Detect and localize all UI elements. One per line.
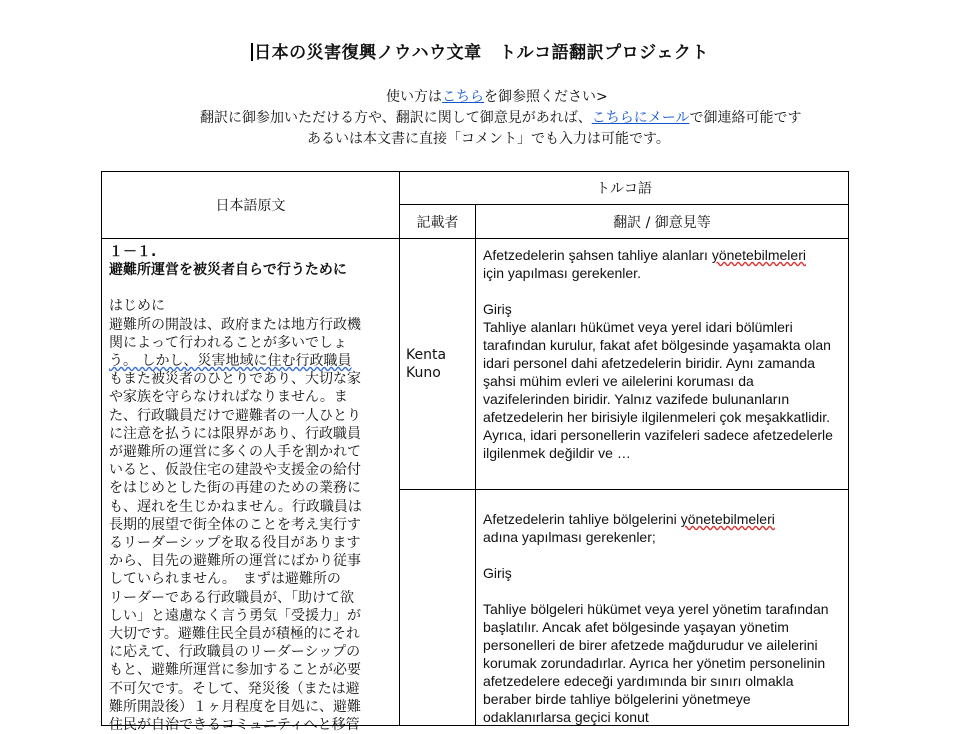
source-line: しい」と遠慮なく言う勇気「受援力」が (109, 607, 361, 624)
source-text-cell[interactable] (102, 239, 400, 734)
info-text: 使い方は (386, 89, 442, 105)
translation-cell[interactable] (476, 490, 849, 726)
source-line (109, 352, 393, 370)
title-text: 日本の災害復興ノウハウ文章 トルコ語翻訳プロジェクト (254, 43, 709, 63)
info-text: で御連絡可能です (689, 110, 802, 126)
source-heading-title: 避難所運営を被災者自らで行うために (109, 262, 347, 279)
spellcheck-mark: う。 しかし、災害地域に住む行政職員 (109, 353, 352, 370)
header-source: 日本語原文 (102, 172, 400, 239)
header-turkish: トルコ語 (400, 172, 849, 205)
source-line: 長期的展望で街全体のことを考え実行す (109, 516, 361, 533)
source-line: 住民が自治できるコミュニティへと移管 (109, 717, 360, 734)
source-line: た、行政職員だけで避難者の一人ひとり (109, 407, 361, 424)
text-cursor (251, 43, 253, 61)
translation-body: Tahliye bölgeleri hükümet veya yerel yönetim tarafından başlatılır. Ancak afet bölgesinde yaşayan yönetim personelleri de birer afetzede mağdurudur ve ailelerini korumak zorundadırlar. Ayrıca her yönetim personelinin afetzedelere edeceği yardımında bir sınırı olmakla beraber birde tahliye bölgelerini yönetmeye odaklanırlarsa geçici konut (483, 601, 829, 726)
info-text: 翻訳に御参加いただける方や、翻訳に関して御意見があれば、 (200, 110, 592, 126)
translation-title: Afetzedelerin şahsen tahliye alanları yönetebilmeleri için yapılması gerekenler. (483, 247, 806, 281)
translation-intro: Giriş (483, 565, 512, 582)
source-line: が避難所の運営に多くの人手を割かれて (109, 444, 361, 461)
translation-table (101, 171, 849, 734)
translation-cell[interactable] (476, 239, 849, 490)
info-line-contact (200, 108, 801, 129)
source-line: 避難所の開設は、政府または地方行政機 (109, 316, 361, 333)
page-title (0, 38, 960, 63)
author-name: Kenta Kuno (406, 347, 447, 382)
source-line: リーダーである行政職員が、「助けて欲 (109, 589, 354, 606)
translation-intro: Giriş (483, 301, 512, 317)
source-line: に注意を払うには限界があり、行政職員 (109, 425, 361, 442)
source-line: や家族を守らなければなりません。ま (109, 389, 348, 406)
source-line: から、目先の避難所の運営にばかり従事 (109, 553, 361, 570)
info-line-usage (386, 87, 608, 108)
source-line: いると、仮設住宅の建設や支援金の給付 (109, 462, 361, 479)
header-translation: 翻訳 / 御意見等 (476, 205, 849, 239)
header-author: 記載者 (400, 205, 476, 239)
source-line: もと、避難所運営に参加することが必要 (109, 662, 361, 679)
source-line: していられません。 まずは避難所の (109, 571, 341, 588)
usage-link[interactable]: こちら (442, 89, 484, 105)
translation-body: Tahliye alanları hükümet veya yerel idari bölümleri tarafından kurulur, fakat afet bölgesinde yaşamakta olan idari personel dahi afetzedelerin biridir. Aynı zamanda şahsi mühim evleri ve ailelerini koruması da vazifelerinden biridir. Yalnız vazifede bulunanların afetzedelerin her birisiyle ilgilenmeleri çok meşakkatlidir. Ayrıca, idari personellerin vazifeleri sadece afetzedelerle ilgilenmek değildir ve … (483, 319, 833, 461)
spellcheck-mark: yönetebilmeleri (711, 247, 806, 263)
author-cell[interactable] (400, 490, 476, 726)
source-line: もまた被災者のひとりであり、大切な家 (109, 371, 361, 388)
info-line-comment: あるいは本文書に直接「コメント」でも入力は可能です。 (307, 131, 670, 147)
source-line: 難所開設後）１ヶ月程度を目処に、避難 (109, 698, 361, 715)
source-line: に応えて、行政職員のリーダーシップの (109, 644, 361, 661)
source-line: 大切です。避難住民全員が積極的にそれ (109, 626, 360, 643)
email-link[interactable]: こちらにメール (591, 110, 690, 126)
source-intro-label: はじめに (109, 298, 165, 315)
info-text: を御参照ください> (484, 89, 608, 105)
source-line: るリーダーシップを取る役目があります (109, 535, 361, 552)
source-line: も、遅れを生じかねません。行政職員は (109, 498, 362, 515)
source-line: をはじめとした街の再建のための業務に (109, 480, 361, 497)
spellcheck-mark: yönetebilmeleri (680, 511, 775, 528)
source-heading-number: １－１. (109, 244, 157, 260)
source-line: 関によって行われることが多いでしょ (109, 334, 347, 351)
translation-title: Afetzedelerin tahliye bölgelerini yönetebilmeleri adına yapılması gerekenler; (483, 511, 775, 546)
author-cell[interactable] (400, 239, 476, 490)
source-line: 不可欠です。そして、発災後（または避 (109, 680, 360, 697)
